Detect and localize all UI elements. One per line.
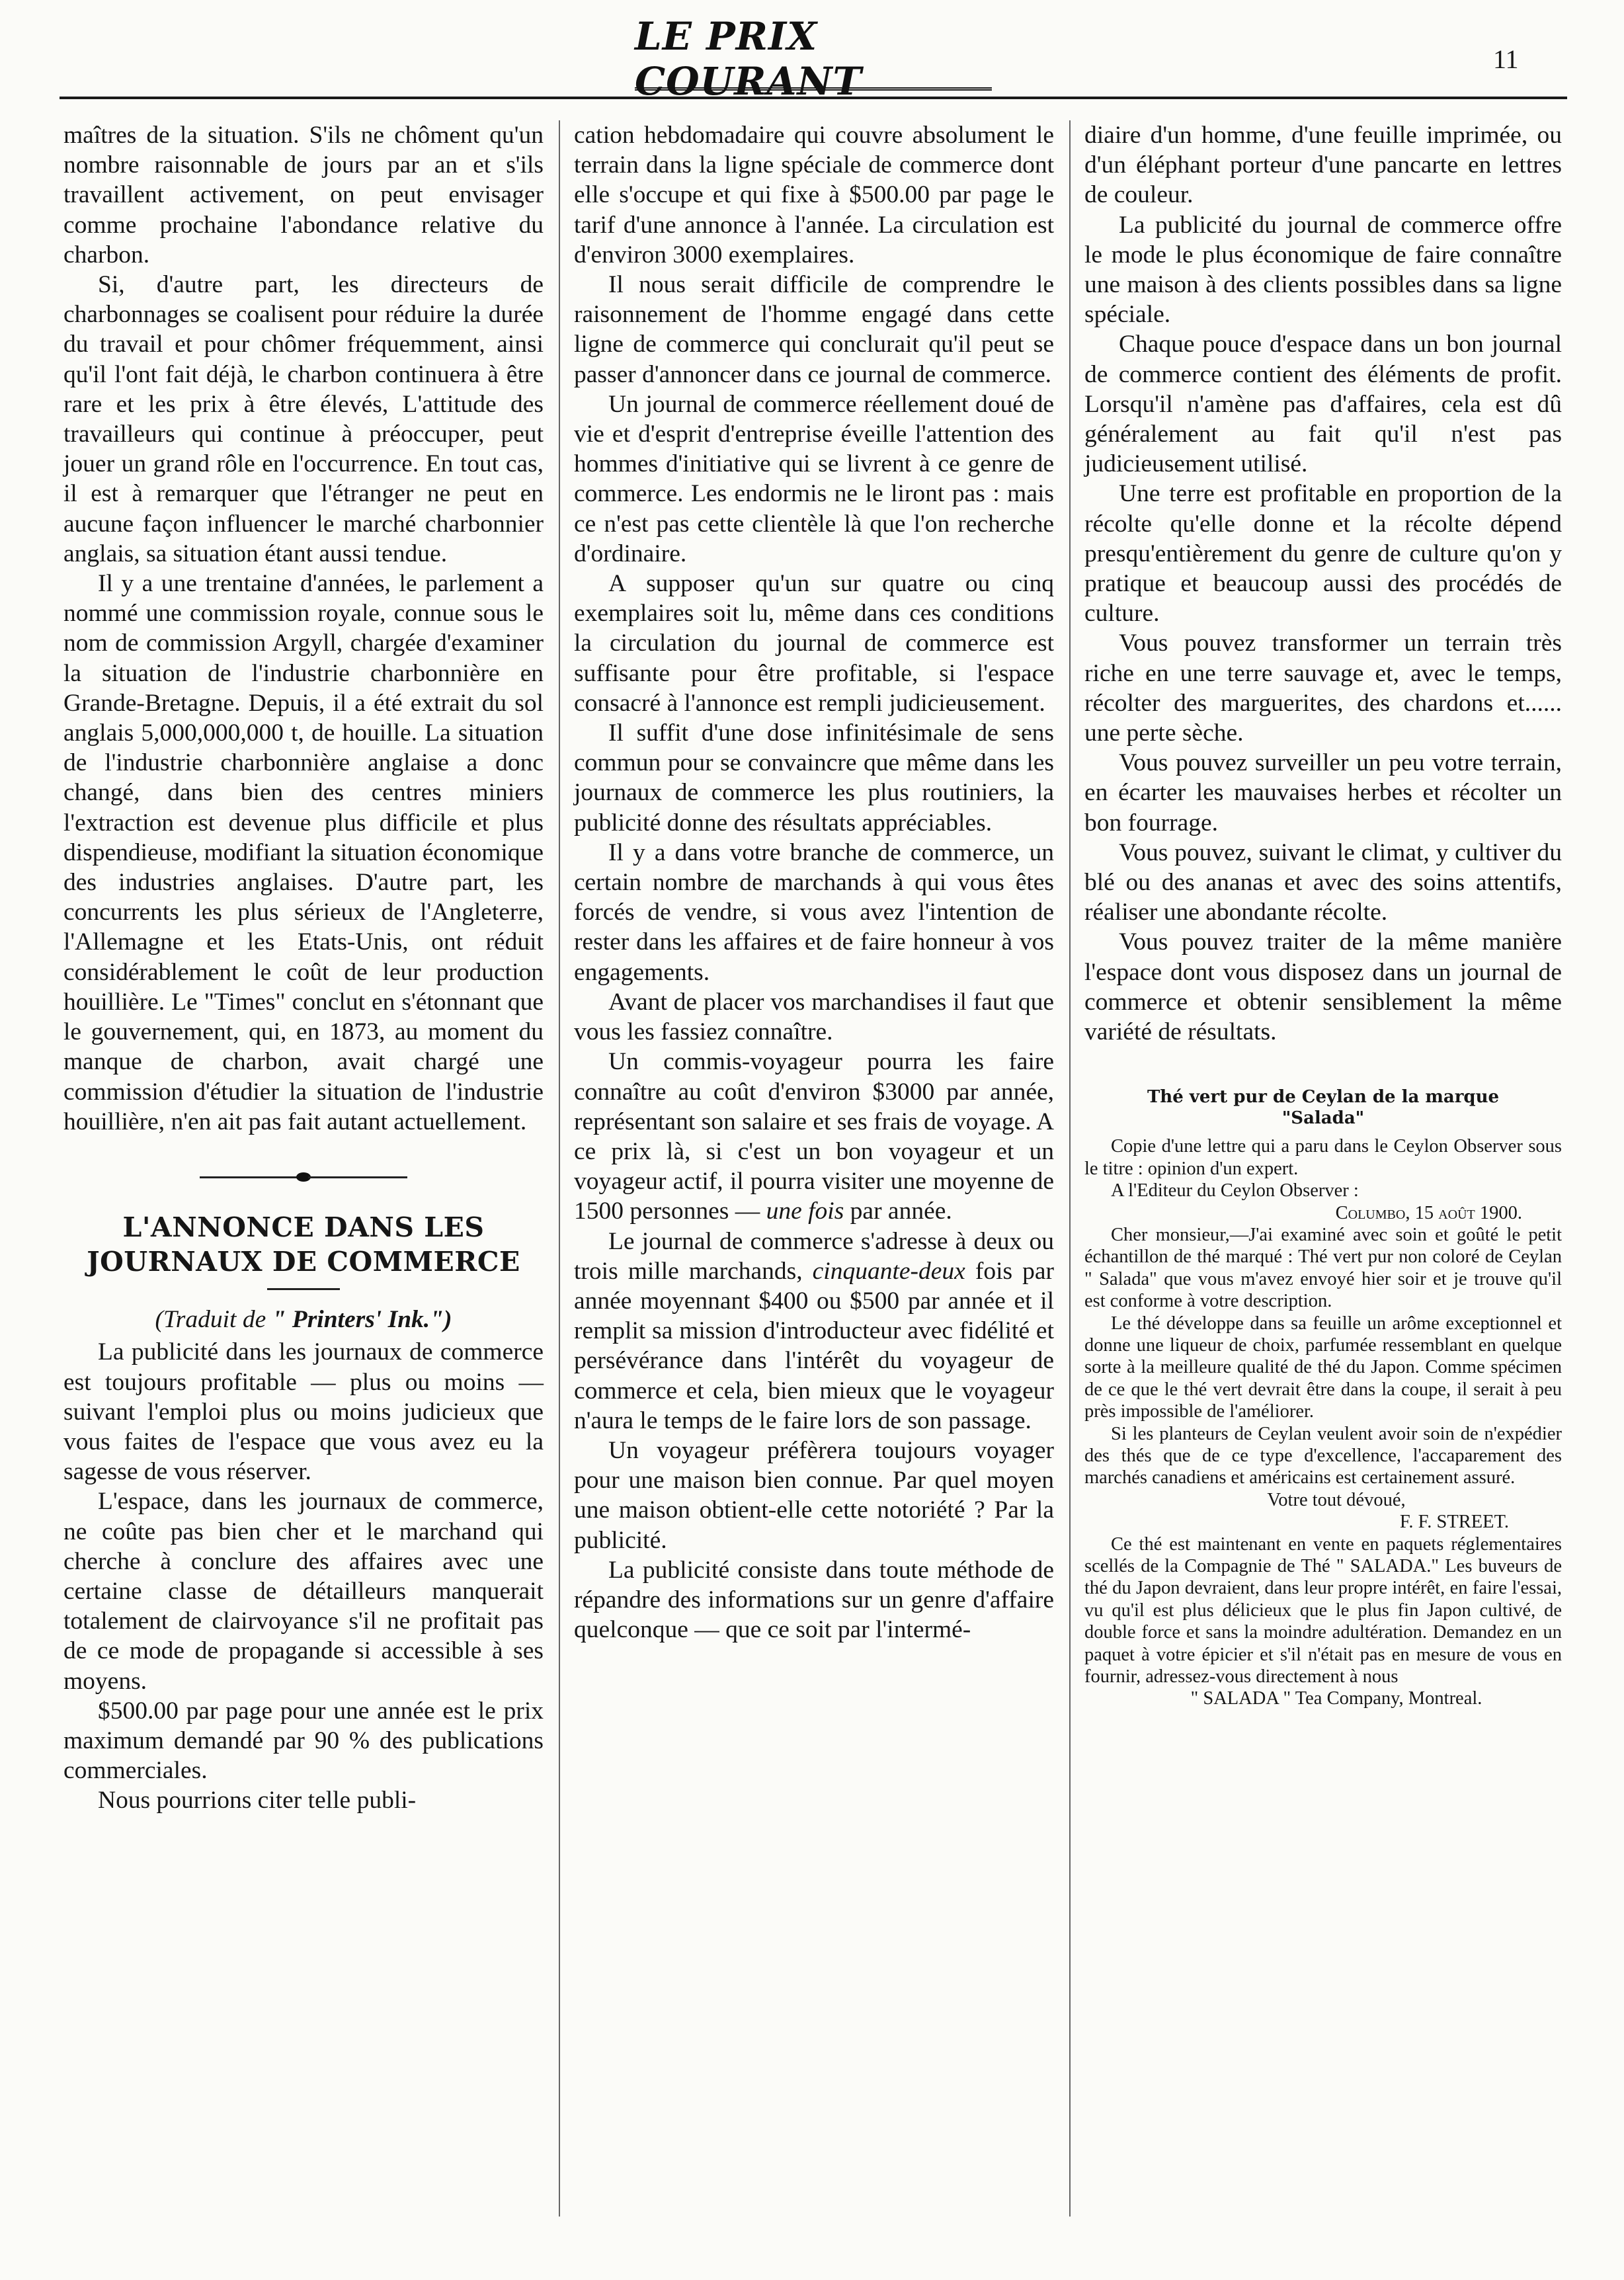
paragraph: L'espace, dans les journaux de commerce, ne coûte pas bien cher et le marchand qui cherche à conclure des affaires avec une certaine classe de détailleurs manquerait totalement de clairvoyance s'il ne profitait pas de ce mode de propagande si accessible à ses moyens.	[63, 1488, 544, 1695]
advert-company: " SALADA " Tea Company, Montreal.	[1190, 1688, 1482, 1709]
paragraph: Il suffit d'une dose infinitésimale de sens commun pour se convaincre que même dans les journaux de commerce les plus routiniers, la publicité donne des résultats appréciables.	[574, 719, 1054, 836]
paragraph: La publicité dans les journaux de commerce est toujours profitable — plus ou moins — suivant l'emploi plus ou moins judicieux que vous faites de l'espace que vous avez eu la sagesse de vous réserver.	[63, 1338, 544, 1486]
paragraph: La publicité du journal de commerce offre le mode le plus économique de faire connaître une maison à des clients possibles dans sa ligne spéciale.	[1084, 211, 1562, 329]
article-source: (Traduit de " Printers' Ink.")	[155, 1306, 452, 1334]
page-number: 11	[1493, 44, 1519, 74]
paragraph: Cher monsieur,—J'ai examiné avec soin et goûté le petit échantillon de thé marqué : Thé vert pur non coloré de Ceylan " Salada" que vous m'avez envoyé hier soir et je trouve qu'il est conforme à votre description.	[1084, 1224, 1562, 1312]
paragraph: Nous pourrions citer telle publi-	[98, 1787, 417, 1814]
paragraph: Le journal de commerce s'adresse à deux ou trois mille marchands, cinquante-deux fois par année moyennant $400 ou $500 par année et il remplit sa mission d'introducteur avec fidélité et persévérance dans l'intérêt du voyageur de commerce et cela, bien mieux que le voyageur n'aura le temps de le faire lors de son passage.	[574, 1227, 1054, 1434]
paragraph: $500.00 par page pour une année est le prix maximum demandé par 90 % des publications commerciales.	[63, 1697, 544, 1785]
paragraph: Vous pouvez surveiller un peu votre terrain, en écarter les mauvaises herbes et récolter un bon fourrage.	[1084, 749, 1562, 836]
advert-title: Thé vert pur de Ceylan de la marque "Salada"	[1147, 1087, 1500, 1129]
paragraph: Un commis-voyageur pourra les faire connaître au coût d'environ $3000 par année, représentant son salaire et ses frais de voyage. A ce prix là, si c'est un bon voyageur et un voyageur actif, il pourra visiter une moyenne de 1500 personnes — une fois par année.	[574, 1048, 1054, 1225]
paragraph: Vous pouvez traiter de la même manière l'espace dont vous disposez dans un journal de commerce et obtenir sensiblement la même variété de résultats.	[1084, 928, 1562, 1046]
column-3	[1084, 120, 1562, 1710]
paragraph: Un journal de commerce réellement doué de vie et d'esprit d'entreprise éveille l'attention des hommes d'initiative qui se livrent à ce genre de commerce. Les endormis ne le liront pas : mais ce n'est pas cette clientèle là que l'on recherche d'ordinaire.	[574, 390, 1054, 567]
paragraph: cation hebdomadaire qui couvre absolument le terrain dans la ligne spéciale de commerce dont elle s'occupe et qui fixe à $500.00 par page le tarif d'une annonce à l'année. La circulation est d'environ 3000 exemplaires.	[574, 122, 1054, 268]
article-title: L'ANNONCE DANS LES JOURNAUX DE COMMERCE	[87, 1211, 520, 1278]
paragraph: Chaque pouce d'espace dans un bon journal de commerce contient des éléments de profit. Lorsqu'il n'amène pas d'affaires, cela est dû généralement au fait qu'il n'est pas judicieusement utilisé.	[1084, 331, 1562, 478]
letter-closing: Votre tout dévoué,	[1267, 1489, 1406, 1510]
paragraph: Il y a dans votre branche de commerce, un certain nombre de marchands à qui vous êtes forcés de vendre, si vous avez l'intention de rester dans les affaires et de faire honneur à vos engagements.	[574, 838, 1054, 986]
letter-date: Columbo, 15 août 1900.	[1335, 1202, 1522, 1223]
paragraph: Il nous serait difficile de comprendre le raisonnement de l'homme engagé dans cette ligne de commerce qui conclurait qu'il peut se passer d'annoncer dans ce journal de commerce.	[574, 271, 1054, 388]
column-divider	[559, 120, 560, 2217]
paragraph: Vous pouvez, suivant le climat, y cultiver du blé ou des ananas et avec des soins attentifs, réaliser une abondante récolte.	[1084, 838, 1562, 926]
column-divider	[1069, 120, 1071, 2217]
paragraph: diaire d'un homme, d'une feuille imprimée, ou d'un éléphant porteur d'une pancarte en lettres de couleur.	[1084, 122, 1562, 209]
column-2	[574, 120, 1054, 1645]
paragraph: Ce thé est maintenant en vente en paquets réglementaires scellés de la Compagnie de Thé " SALADA." Les buveurs de thé du Japon devraient, dans leur propre intérêt, en faire l'essai, vu qu'il est plus délicieux que le plus fin Japon cultivé, de double force et sans la moindre adultération. Demandez en un paquet à votre épicier et s'il n'était pas en mesure de vous en fournir, adressez-vous directement à nous	[1084, 1533, 1562, 1688]
paragraph: A supposer qu'un sur quatre ou cinq exemplaires soit lu, même dans ces conditions la circulation du journal de commerce est suffisante pour être profitable, si l'espace consacré à l'annonce est rempli judicieusement.	[574, 570, 1054, 717]
advert-body	[1084, 1135, 1562, 1710]
column-1	[63, 120, 544, 1816]
paragraph: Le thé développe dans sa feuille un arôme exceptionnel et donne une liqueur de choix, parfumée ressemblant en quelque sorte à la meilleure qualité de thé du Japon. Comme spécimen de ce que le thé vert devrait être dans la coupe, il serait à peu près impossible de l'améliorer.	[1084, 1313, 1562, 1422]
paragraph: Une terre est profitable en proportion de la récolte qu'elle donne et la récolte dépend presqu'entièrement du genre de culture qu'on y pratique et beaucoup aussi des procédés de culture.	[1084, 480, 1562, 628]
paragraph: Si les planteurs de Ceylan veulent avoir soin de n'expédier des thés que de ce type d'excellence, l'accaparement des marchés canadiens et américains est certainement assuré.	[1084, 1423, 1562, 1488]
paragraph: Avant de placer vos marchandises il faut que vous les fassiez connaître.	[574, 988, 1054, 1046]
paragraph: maîtres de la situation. S'ils ne chôment qu'un nombre raisonnable de jours par an et s'ils travaillent activement, on peut envisager comme prochaine l'abondance relative du charbon.	[63, 122, 544, 268]
paragraph: Vous pouvez transformer un terrain très riche en une terre sauvage et, avec le temps, récolter des marguerites, des chardons et...... une perte sèche.	[1084, 630, 1562, 747]
paragraph: Si, d'autre part, les directeurs de charbonnages se coalisent pour réduire la durée du travail et pour chômer fréquemment, ainsi qu'il l'ont fait déjà, le charbon continuera à être rare et les prix à être élevés, L'attitude des travailleurs qui continue à préoccuper, peut jouer un grand rôle en l'occurrence. En tout cas, il est à remarquer que l'étranger ne peut en aucune façon influencer le marché charbonnier anglais, sa situation étant aussi tendue.	[63, 271, 544, 567]
letter-salutation: A l'Editeur du Ceylon Observer :	[1111, 1180, 1359, 1201]
letter-signature: F. F. STREET.	[1399, 1512, 1509, 1533]
paragraph: Un voyageur préfèrera toujours voyager pour une maison bien connue. Par quel moyen une maison obtient-elle cette notoriété ? Par la publicité.	[574, 1436, 1054, 1554]
masthead-logo: LE PRIX COURANT	[635, 30, 992, 91]
paragraph: Copie d'une lettre qui a paru dans le Ceylon Observer sous le titre : opinion d'un expert.	[1084, 1136, 1562, 1179]
paragraph: La publicité consiste dans toute méthode de répandre des informations sur un genre d'affaire quelconque — que ce soit par l'intermé-	[574, 1556, 1054, 1644]
title-rule	[267, 1288, 340, 1290]
header-rule	[60, 97, 1567, 99]
section-separator	[63, 1162, 544, 1192]
paragraph: Il y a une trentaine d'années, le parlement a nommé une commission royale, connue sous le nom de commission Argyll, chargée d'examiner la situation de l'industrie charbonnière en Grande-Bretagne. Depuis, il a été extrait du sol anglais 5,000,000,000 t, de houille. La situation de l'industrie charbonnière anglaise a donc changé, dans bien des centres miniers l'extraction est devenue plus difficile et plus dispendieuse, modifiant la situation économique des industries anglaises. D'autre part, les concurrents les plus sérieux de l'Angleterre, l'Allemagne et les Etats-Unis, ont réduit considérablement le coût de leur production houillière. Le "Times" conclut en s'étonnant que le gouvernement, qui, en 1873, au moment du manque de charbon, avait chargé une commission d'étudier la situation de l'industrie houillière, n'en ait pas fait autant actuellement.	[63, 570, 544, 1135]
